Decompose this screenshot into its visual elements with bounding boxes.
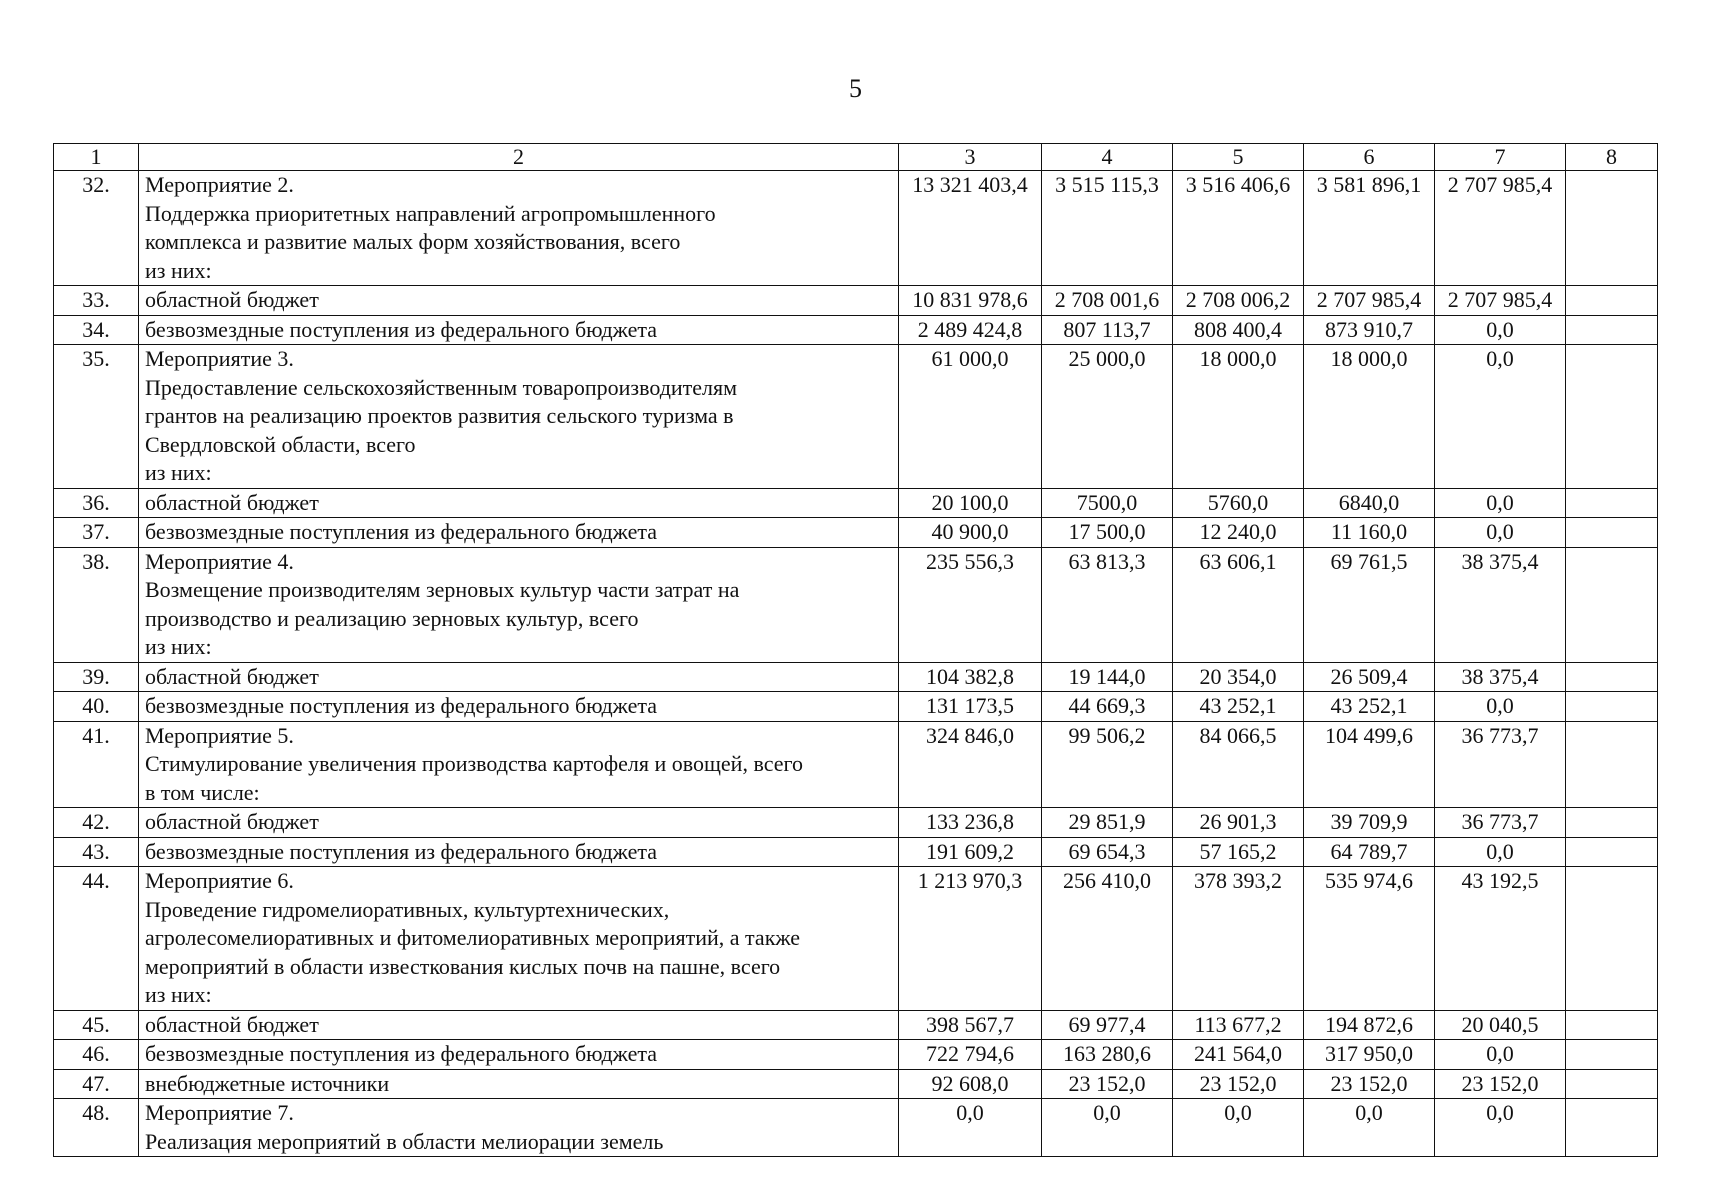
description-line: Мероприятие 6. <box>145 868 294 893</box>
description-line: Мероприятие 3. <box>145 346 294 371</box>
value-cell-col-5: 12 240,0 <box>1173 518 1304 548</box>
value-cell-col-7: 0,0 <box>1435 345 1566 489</box>
value-cell-col-4: 2 708 001,6 <box>1042 286 1173 316</box>
table-body <box>54 144 1658 1157</box>
value-cell-col-6: 0,0 <box>1304 1099 1435 1157</box>
table-row <box>54 1099 1658 1157</box>
description-line: Возмещение производителям зерновых культур части затрат на <box>145 577 740 602</box>
value-cell-col-3: 324 846,0 <box>899 721 1042 808</box>
value-cell-col-8 <box>1566 286 1658 316</box>
value-cell-col-6: 104 499,6 <box>1304 721 1435 808</box>
value-cell-col-6: 43 252,1 <box>1304 692 1435 722</box>
row-description <box>139 1069 899 1099</box>
description-line: областной бюджет <box>145 809 319 834</box>
description-line: из них: <box>145 257 212 283</box>
value-cell-col-8 <box>1566 808 1658 838</box>
row-description <box>139 867 899 1011</box>
value-cell-col-5: 20 354,0 <box>1173 662 1304 692</box>
row-number: 42. <box>54 808 139 838</box>
value-cell-col-6: 194 872,6 <box>1304 1010 1435 1040</box>
description-line: Проведение гидромелиоративных, культуртехнических, <box>145 896 670 922</box>
value-cell-col-7: 38 375,4 <box>1435 547 1566 662</box>
table-row <box>54 808 1658 838</box>
value-cell-col-7: 0,0 <box>1435 692 1566 722</box>
table-row <box>54 518 1658 548</box>
value-cell-col-8 <box>1566 867 1658 1011</box>
table-row <box>54 547 1658 662</box>
value-cell-col-6: 3 581 896,1 <box>1304 171 1435 286</box>
value-cell-col-3: 104 382,8 <box>899 662 1042 692</box>
value-cell-col-8 <box>1566 721 1658 808</box>
value-cell-col-4: 163 280,6 <box>1042 1040 1173 1070</box>
value-cell-col-6: 2 707 985,4 <box>1304 286 1435 316</box>
description-line: Мероприятие 7. <box>145 1100 294 1125</box>
row-number: 43. <box>54 837 139 867</box>
value-cell-col-4: 99 506,2 <box>1042 721 1173 808</box>
value-cell-col-8 <box>1566 692 1658 722</box>
value-cell-col-7: 36 773,7 <box>1435 721 1566 808</box>
value-cell-col-5: 378 393,2 <box>1173 867 1304 1011</box>
description-line: комплекса и развитие малых форм хозяйствования, всего <box>145 229 681 254</box>
value-cell-col-5: 113 677,2 <box>1173 1010 1304 1040</box>
value-cell-col-7: 2 707 985,4 <box>1435 286 1566 316</box>
row-description <box>139 315 899 345</box>
value-cell-col-7: 0,0 <box>1435 518 1566 548</box>
value-cell-col-7: 43 192,5 <box>1435 867 1566 1011</box>
value-cell-col-7: 0,0 <box>1435 1099 1566 1157</box>
row-description <box>139 286 899 316</box>
value-cell-col-6: 26 509,4 <box>1304 662 1435 692</box>
value-cell-col-4: 0,0 <box>1042 1099 1173 1157</box>
value-cell-col-8 <box>1566 345 1658 489</box>
row-description <box>139 662 899 692</box>
value-cell-col-4: 256 410,0 <box>1042 867 1173 1011</box>
description-line: Предоставление сельскохозяйственным товаропроизводителям <box>145 374 738 400</box>
table-row <box>54 345 1658 489</box>
value-cell-col-5: 26 901,3 <box>1173 808 1304 838</box>
value-cell-col-7: 38 375,4 <box>1435 662 1566 692</box>
value-cell-col-8 <box>1566 662 1658 692</box>
value-cell-col-3: 10 831 978,6 <box>899 286 1042 316</box>
table-row <box>54 692 1658 722</box>
value-cell-col-8 <box>1566 837 1658 867</box>
value-cell-col-3: 398 567,7 <box>899 1010 1042 1040</box>
value-cell-col-4: 7500,0 <box>1042 488 1173 518</box>
description-line: грантов на реализацию проектов развития сельского туризма в <box>145 403 734 428</box>
value-cell-col-3: 131 173,5 <box>899 692 1042 722</box>
value-cell-col-8 <box>1566 1099 1658 1157</box>
description-line: из них: <box>145 634 212 659</box>
value-cell-col-7: 0,0 <box>1435 837 1566 867</box>
value-cell-col-5: 808 400,4 <box>1173 315 1304 345</box>
column-number-header: 6 <box>1304 144 1435 171</box>
value-cell-col-3: 92 608,0 <box>899 1069 1042 1099</box>
value-cell-col-8 <box>1566 1040 1658 1070</box>
value-cell-col-3: 40 900,0 <box>899 518 1042 548</box>
value-cell-col-6: 18 000,0 <box>1304 345 1435 489</box>
table-row <box>54 837 1658 867</box>
table-row <box>54 721 1658 808</box>
table-row <box>54 867 1658 1011</box>
description-line: безвозмездные поступления из федерального бюджета <box>145 693 657 718</box>
value-cell-col-5: 18 000,0 <box>1173 345 1304 489</box>
table-row <box>54 662 1658 692</box>
value-cell-col-8 <box>1566 171 1658 286</box>
description-line: безвозмездные поступления из федерального бюджета <box>145 838 657 864</box>
column-number-header: 4 <box>1042 144 1173 171</box>
value-cell-col-4: 29 851,9 <box>1042 808 1173 838</box>
value-cell-col-4: 17 500,0 <box>1042 518 1173 548</box>
value-cell-col-4: 807 113,7 <box>1042 315 1173 345</box>
page-number: 5 <box>849 74 862 103</box>
table-row <box>54 1040 1658 1070</box>
description-line: из них: <box>145 982 212 1007</box>
value-cell-col-6: 873 910,7 <box>1304 315 1435 345</box>
value-cell-col-7: 0,0 <box>1435 315 1566 345</box>
description-line: безвозмездные поступления из федерального бюджета <box>145 1041 657 1066</box>
row-number: 35. <box>54 345 139 489</box>
value-cell-col-4: 3 515 115,3 <box>1042 171 1173 286</box>
value-cell-col-7: 0,0 <box>1435 488 1566 518</box>
value-cell-col-3: 2 489 424,8 <box>899 315 1042 345</box>
value-cell-col-5: 43 252,1 <box>1173 692 1304 722</box>
row-description <box>139 488 899 518</box>
value-cell-col-6: 317 950,0 <box>1304 1040 1435 1070</box>
value-cell-col-4: 44 669,3 <box>1042 692 1173 722</box>
value-cell-col-7: 20 040,5 <box>1435 1010 1566 1040</box>
value-cell-col-7: 2 707 985,4 <box>1435 171 1566 286</box>
description-line: Мероприятие 2. <box>145 172 294 197</box>
description-line: безвозмездные поступления из федерального бюджета <box>145 519 657 544</box>
row-description <box>139 1099 899 1157</box>
row-number: 47. <box>54 1069 139 1099</box>
value-cell-col-5: 23 152,0 <box>1173 1069 1304 1099</box>
row-description <box>139 837 899 867</box>
value-cell-col-6: 69 761,5 <box>1304 547 1435 662</box>
value-cell-col-8 <box>1566 315 1658 345</box>
description-line: областной бюджет <box>145 489 319 515</box>
value-cell-col-5: 0,0 <box>1173 1099 1304 1157</box>
value-cell-col-4: 23 152,0 <box>1042 1069 1173 1099</box>
value-cell-col-3: 13 321 403,4 <box>899 171 1042 286</box>
description-line: областной бюджет <box>145 1011 319 1037</box>
value-cell-col-6: 64 789,7 <box>1304 837 1435 867</box>
row-description <box>139 171 899 286</box>
value-cell-col-6: 535 974,6 <box>1304 867 1435 1011</box>
value-cell-col-6: 11 160,0 <box>1304 518 1435 548</box>
table-row <box>54 315 1658 345</box>
table-row <box>54 1069 1658 1099</box>
table-row <box>54 171 1658 286</box>
description-line: из них: <box>145 460 212 485</box>
column-number-header: 2 <box>139 144 899 171</box>
budget-table <box>53 143 1658 1157</box>
description-line: Мероприятие 5. <box>145 722 294 748</box>
row-description <box>139 692 899 722</box>
value-cell-col-5: 84 066,5 <box>1173 721 1304 808</box>
row-number: 34. <box>54 315 139 345</box>
value-cell-col-3: 133 236,8 <box>899 808 1042 838</box>
value-cell-col-5: 63 606,1 <box>1173 547 1304 662</box>
row-number: 32. <box>54 171 139 286</box>
row-number: 38. <box>54 547 139 662</box>
row-number: 45. <box>54 1010 139 1040</box>
column-number-header: 3 <box>899 144 1042 171</box>
row-number: 48. <box>54 1099 139 1157</box>
value-cell-col-3: 20 100,0 <box>899 488 1042 518</box>
value-cell-col-8 <box>1566 488 1658 518</box>
value-cell-col-5: 241 564,0 <box>1173 1040 1304 1070</box>
row-number: 36. <box>54 488 139 518</box>
value-cell-col-3: 235 556,3 <box>899 547 1042 662</box>
value-cell-col-7: 0,0 <box>1435 1040 1566 1070</box>
value-cell-col-6: 6840,0 <box>1304 488 1435 518</box>
value-cell-col-8 <box>1566 547 1658 662</box>
value-cell-col-4: 19 144,0 <box>1042 662 1173 692</box>
description-line: Реализация мероприятий в области мелиорации земель <box>145 1128 664 1154</box>
value-cell-col-4: 63 813,3 <box>1042 547 1173 662</box>
value-cell-col-7: 23 152,0 <box>1435 1069 1566 1099</box>
description-line: Мероприятие 4. <box>145 548 294 574</box>
description-line: внебюджетные источники <box>145 1070 390 1096</box>
row-description <box>139 518 899 548</box>
row-description <box>139 345 899 489</box>
column-number-header: 5 <box>1173 144 1304 171</box>
description-line: Свердловской области, всего <box>145 431 416 457</box>
row-number: 41. <box>54 721 139 808</box>
row-number: 40. <box>54 692 139 722</box>
table-row <box>54 286 1658 316</box>
description-line: агролесомелиоративных и фитомелиоративных мероприятий, а также <box>145 925 801 950</box>
description-line: безвозмездные поступления из федерального бюджета <box>145 316 657 342</box>
row-number: 39. <box>54 662 139 692</box>
column-number-header: 1 <box>54 144 139 171</box>
description-line: областной бюджет <box>145 287 319 312</box>
description-line: областной бюджет <box>145 663 319 689</box>
column-number-header: 7 <box>1435 144 1566 171</box>
row-number: 33. <box>54 286 139 316</box>
description-line: Стимулирование увеличения производства картофеля и овощей, всего <box>145 751 803 776</box>
value-cell-col-8 <box>1566 1069 1658 1099</box>
row-description <box>139 1010 899 1040</box>
value-cell-col-3: 722 794,6 <box>899 1040 1042 1070</box>
description-line: Поддержка приоритетных направлений агропромышленного <box>145 200 716 226</box>
value-cell-col-5: 3 516 406,6 <box>1173 171 1304 286</box>
value-cell-col-4: 25 000,0 <box>1042 345 1173 489</box>
value-cell-col-4: 69 654,3 <box>1042 837 1173 867</box>
value-cell-col-4: 69 977,4 <box>1042 1010 1173 1040</box>
value-cell-col-8 <box>1566 1010 1658 1040</box>
value-cell-col-3: 0,0 <box>899 1099 1042 1157</box>
value-cell-col-5: 5760,0 <box>1173 488 1304 518</box>
row-description <box>139 1040 899 1070</box>
row-number: 37. <box>54 518 139 548</box>
row-description <box>139 808 899 838</box>
value-cell-col-8 <box>1566 518 1658 548</box>
value-cell-col-6: 23 152,0 <box>1304 1069 1435 1099</box>
table-row <box>54 1010 1658 1040</box>
table-row <box>54 488 1658 518</box>
value-cell-col-7: 36 773,7 <box>1435 808 1566 838</box>
description-line: производство и реализацию зерновых культур, всего <box>145 605 639 631</box>
value-cell-col-3: 191 609,2 <box>899 837 1042 867</box>
value-cell-col-5: 57 165,2 <box>1173 837 1304 867</box>
column-number-header: 8 <box>1566 144 1658 171</box>
row-description <box>139 721 899 808</box>
value-cell-col-3: 1 213 970,3 <box>899 867 1042 1011</box>
description-line: мероприятий в области известкования кислых почв на пашне, всего <box>145 953 781 979</box>
row-description <box>139 547 899 662</box>
row-number: 46. <box>54 1040 139 1070</box>
value-cell-col-5: 2 708 006,2 <box>1173 286 1304 316</box>
row-number: 44. <box>54 867 139 1011</box>
description-line: в том числе: <box>145 779 260 805</box>
column-number-row <box>54 144 1658 171</box>
value-cell-col-3: 61 000,0 <box>899 345 1042 489</box>
value-cell-col-6: 39 709,9 <box>1304 808 1435 838</box>
